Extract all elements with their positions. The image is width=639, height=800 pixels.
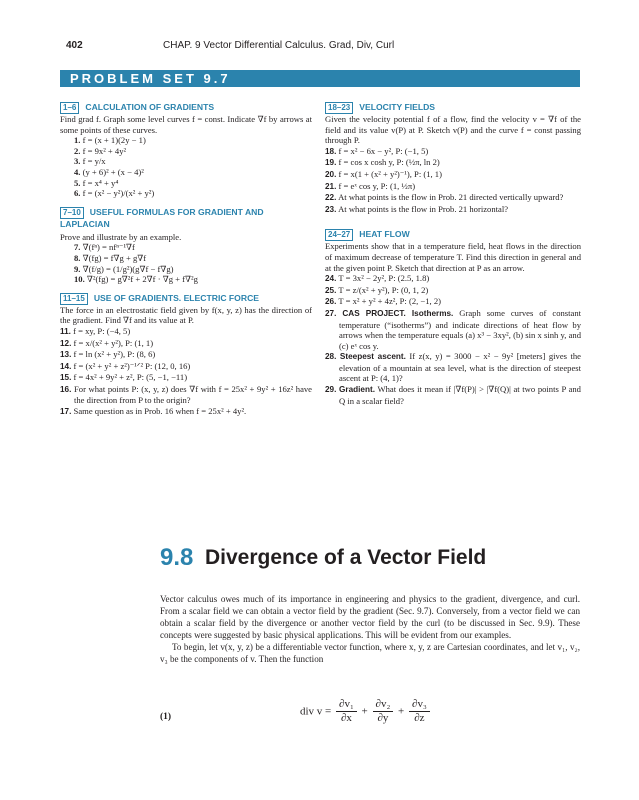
- problem-item: 7. ∇(fⁿ) = nfⁿ⁻¹∇f: [74, 242, 135, 253]
- section-title: CALCULATION OF GRADIENTS: [85, 102, 215, 112]
- problem-item: 16. For what points P: (x, y, z) does ∇f with f = 25x² + 9y² + 16z² have the direction from P to the origin?: [60, 383, 312, 406]
- section-title: USE OF GRADIENTS. ELECTRIC FORCE: [93, 292, 260, 303]
- problem-item: 5. f = x⁴ + y⁴: [74, 177, 119, 188]
- divergence-formula: [300, 698, 432, 725]
- problem-item: 19. f = cos x cosh y, P: (½π, ln 2): [325, 157, 440, 168]
- section-title: VELOCITY FIELDS: [359, 102, 436, 112]
- problem-item: 3. f = y/x: [74, 156, 106, 167]
- problem-item: 22. At what points is the flow in Prob. 21 directed vertically upward?: [325, 192, 564, 203]
- page-number: 402: [66, 40, 83, 51]
- problem-item: 21. f = eˣ cos y, P: (1, ½π): [325, 180, 416, 191]
- problem-item: 26. T = x² + y² + 4z², P: (2, −1, 2): [325, 296, 442, 307]
- section-heading: [60, 207, 312, 230]
- problem-item: 23. At what points is the flow in Prob. 21 horizontal?: [325, 203, 509, 214]
- range-box: 7–10: [60, 207, 84, 219]
- section-title: USEFUL FORMULAS FOR GRADIENT AND LAPLACIAN: [60, 206, 264, 229]
- problem-item: 25. T = z/(x² + y²), P: (0, 1, 2): [325, 284, 429, 295]
- fraction: $\frac{\text{∂v₃}}{\partial z}$: [409, 698, 430, 725]
- problem-item: 11. f = xy, P: (−4, 5): [60, 325, 131, 336]
- section-intro: Prove and illustrate by an example.: [60, 231, 182, 242]
- section-title-main: Divergence of a Vector Field: [205, 546, 487, 569]
- problem-item: 18. f = x² − 6x − y², P: (−1, 5): [325, 145, 429, 156]
- section-title: HEAT FLOW: [359, 229, 410, 240]
- problem-list: [60, 135, 312, 199]
- problem-item: 1. f = (x + 1)(2y − 1): [74, 135, 146, 146]
- section-heading: [325, 102, 581, 114]
- section-heading: [60, 293, 312, 305]
- problem-set-title: PROBLEM SET 9.7: [70, 71, 231, 86]
- range-box: 1–6: [60, 102, 79, 114]
- section-heading: [60, 102, 312, 114]
- section-intro: Find grad f. Graph some level curves f = const. Indicate ∇f by arrows at some points of these curves.: [60, 114, 312, 135]
- range-box: 18–23: [325, 102, 353, 114]
- section-intro: Given the velocity potential f of a flow, find the velocity v = ∇f of the field and its value v(P) at P. Sketch v(P) and the curve f = const passing through P.: [325, 114, 581, 146]
- running-head: CHAP. 9 Vector Differential Calculus. Grad, Div, Curl: [163, 40, 395, 51]
- section-intro: The force in an electrostatic field given by f(x, y, z) has the direction of the gradient. Find ∇f and its value at P.: [60, 304, 312, 326]
- problem-list: [325, 146, 581, 216]
- problem-item: 9. ∇(f/g) = (1/g²)(g∇f − f∇g): [74, 263, 174, 274]
- problem-item: 27. CAS PROJECT. Isotherms. Graph some curves of constant temperature (“isotherms”) and indicate directions of heat flow by arrows when the temperature equals (a) x³ − 3xy², (b) sin x sinh y, and (c) eˣ cos y.: [325, 307, 582, 351]
- problem-item: 4. (y + 6)² + (x − 4)²: [74, 166, 144, 177]
- problem-item: 17. Same question as in Prob. 16 when f = 25x² + 4y².: [60, 406, 247, 417]
- paragraph: Vector calculus owes much of its importance in engineering and physics to the gradient, divergence, and curl. From a scalar field we can obtain a vector field by the gradient (Sec. 9.7). Conversely, from a vector field we can obtain a scalar field by the divergence or another vector field by the curl (to be discussed in Sec. 9.9). These concepts were suggested by basic physical applications. This will be evident from our examples.: [160, 594, 580, 641]
- plus-sign: +: [398, 705, 405, 718]
- plus-sign: +: [361, 705, 368, 718]
- problem-list: [60, 326, 312, 418]
- problem-item: 15. f = 4x² + 9y² + z², P: (5, −1, −11): [60, 372, 188, 383]
- fraction: $\frac{\text{∂v₂}}{\partial y}$: [373, 698, 394, 725]
- problem-item: 29. Gradient. What does it mean if |∇f(P)| > |∇f(Q)| at two points P and Q in a scalar field?: [325, 384, 581, 406]
- formula-lhs: div v =: [300, 705, 332, 718]
- problem-list: [325, 273, 581, 406]
- problem-item: 12. f = x/(x² + y²), P: (1, 1): [60, 337, 154, 348]
- problem-list: [60, 242, 312, 284]
- paragraph: To begin, let v(x, y, z) be a differentiable vector function, where x, y, z are Cartesian coordinates, and let v₁, v₂, v₃ be the components of v. Then the function: [160, 642, 580, 665]
- problem-item: 10. ∇²(fg) = g∇²f + 2∇f · ∇g + f∇²g: [74, 274, 198, 285]
- section-body: [160, 593, 580, 666]
- problem-item: 28. Steepest ascent. If z(x, y) = 3000 − x² − 9y² [meters] gives the elevation of a mountain at sea level, what is the direction of steepest ascent at P: (4, 1)?: [325, 351, 581, 384]
- problem-item: 8. ∇(fg) = f∇g + g∇f: [74, 252, 147, 263]
- fraction: $\frac{\text{∂v₁}}{\partial x}$: [336, 698, 357, 725]
- left-column: [60, 102, 312, 418]
- problem-item: 20. f = x(1 + (x² + y²)⁻¹), P: (1, 1): [325, 168, 442, 179]
- equation-label: (1): [160, 712, 172, 722]
- section-number: 9.8: [160, 544, 194, 571]
- problem-item: 24. T = 3x² − 2y², P: (2.5, 1.8): [325, 273, 430, 284]
- section-heading: [325, 229, 581, 241]
- range-box: 11–15: [60, 293, 88, 305]
- problem-item: 14. f = (x² + y² + z²)⁻¹ᐟ² P: (12, 0, 16): [60, 360, 191, 371]
- problem-item: 6. f = (x² − y²)/(x² + y²): [74, 188, 155, 199]
- problem-item: 13. f = ln (x² + y²), P: (8, 6): [60, 349, 156, 360]
- range-box: 24–27: [325, 229, 353, 241]
- section-intro: Experiments show that in a temperature field, heat flows in the direction of maximum decrease of temperature T. Find this direction in general and at the given point P. Sketch that direction at P as an arrow.: [325, 241, 581, 273]
- problem-item: 2. f = 9x² + 4y²: [74, 145, 127, 156]
- right-column: [325, 102, 581, 406]
